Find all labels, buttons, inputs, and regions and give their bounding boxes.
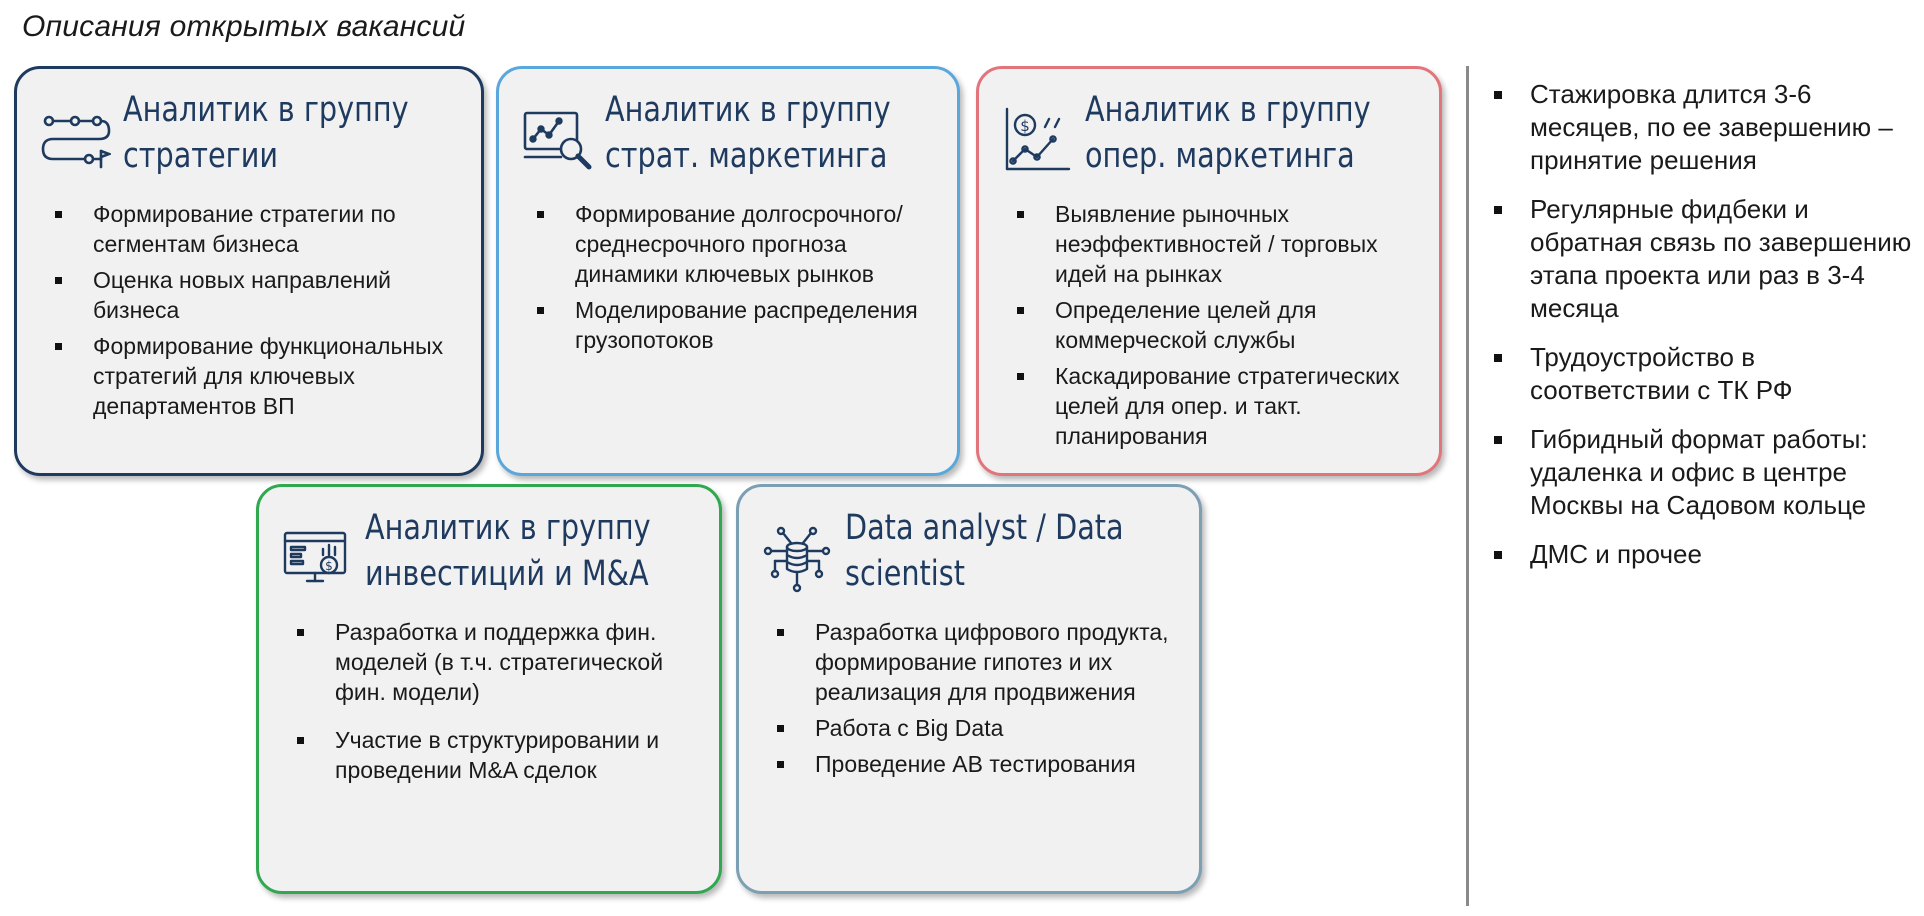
list-item: Гибридный формат работы: удаленка и офис в центре Москвы на Садовом кольце [1488, 423, 1918, 522]
card-title: Аналитик в группу опер. маркетинга [1085, 90, 1371, 176]
dollar-chart-icon [1001, 105, 1073, 177]
list-item: Формирование стратегии по сегментам бизнеса [55, 199, 465, 259]
vacancy-card-strategic-marketing [496, 66, 960, 476]
card-title: Аналитик в группу страт. маркетинга [605, 90, 891, 176]
vacancy-card-strategy [14, 66, 484, 476]
list-item: Каскадирование стратегических целей для опер. и такт. планирования [1017, 361, 1427, 451]
list-item: Оценка новых направлений бизнеса [55, 265, 465, 325]
vacancy-card-investments-ma [256, 484, 722, 894]
page-title: Описания открытых вакансий [22, 10, 466, 43]
list-item: Формирование функциональных стратегий для ключевых департаментов ВП [55, 331, 465, 421]
svg-text:$: $ [1020, 117, 1030, 135]
vacancy-card-data-analyst [736, 484, 1202, 894]
list-item: Регулярные фидбеки и обратная связь по завершению этапа проекта или раз в 3-4 месяца [1488, 193, 1918, 325]
card-title: Аналитик в группу инвестиций и M&A [365, 508, 651, 594]
list-item: Участие в структурировании и проведении M&A сделок [297, 725, 707, 785]
list-item: Проведение AB тестирования [777, 749, 1187, 779]
list-item: Трудоустройство в соответствии с ТК РФ [1488, 341, 1918, 407]
card-bullets [1017, 199, 1427, 457]
card-bullets [537, 199, 947, 361]
list-item: Работа с Big Data [777, 713, 1187, 743]
investment-monitor-icon [281, 523, 353, 595]
list-item: Выявление рыночных неэффективностей / торговых идей на рынках [1017, 199, 1427, 289]
card-bullets [55, 199, 465, 427]
list-item: Стажировка длится 3-6 месяцев, по ее завершению – принятие решения [1488, 78, 1918, 177]
list-item: ДМС и прочее [1488, 538, 1918, 571]
vertical-divider [1466, 66, 1469, 906]
list-item: Разработка и поддержка фин. моделей (в т.ч. стратегической фин. модели) [297, 617, 707, 707]
vacancy-card-operational-marketing [976, 66, 1442, 476]
list-item: Определение целей для коммерческой службы [1017, 295, 1427, 355]
card-bullets [777, 617, 1187, 785]
conditions-list [1488, 78, 1918, 587]
card-title: Аналитик в группу стратегии [123, 90, 409, 176]
database-chip-icon [761, 523, 833, 595]
card-title: Data analyst / Data scientist [845, 508, 1124, 594]
svg-text:$: $ [325, 559, 333, 573]
strategy-flow-icon [39, 105, 111, 177]
list-item: Моделирование распределения грузопотоков [537, 295, 947, 355]
list-item: Разработка цифрового продукта, формирование гипотез и их реализация для продвижения [777, 617, 1187, 707]
card-bullets [297, 617, 707, 791]
list-item: Формирование долгосрочного/ среднесрочного прогноза динамики ключевых рынков [537, 199, 947, 289]
chart-magnifier-icon [521, 105, 593, 177]
